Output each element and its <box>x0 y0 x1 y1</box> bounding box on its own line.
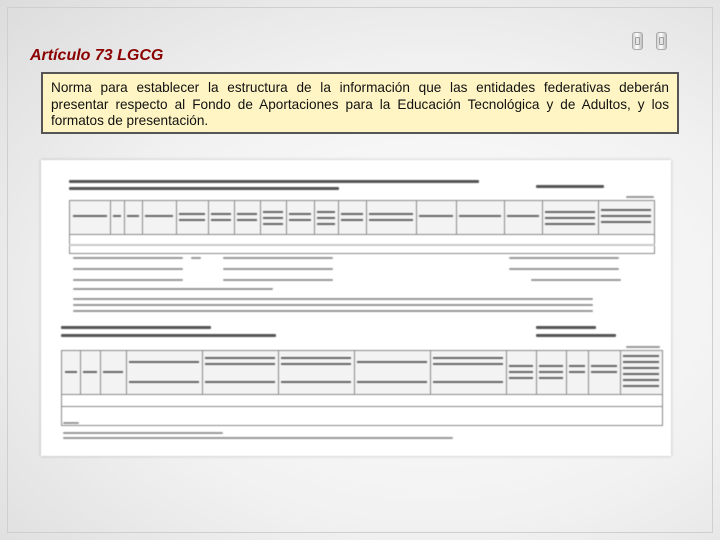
form-period-line <box>536 185 604 188</box>
table-header <box>69 200 655 236</box>
note-line <box>73 298 593 300</box>
table-header <box>61 350 663 396</box>
data-line <box>223 257 333 259</box>
form-page-line <box>626 346 660 348</box>
pin-icon <box>656 32 667 50</box>
data-line <box>73 257 183 259</box>
form-entity-line <box>536 334 616 337</box>
form-title-line <box>61 326 211 329</box>
description-text: Norma para establecer la estructura de la información que las entidades federativas deberán presentar respecto al Fondo de Aportaciones para la Educación Tecnológica y de Adultos, y los formatos de presentación. <box>51 80 669 128</box>
pin-icon <box>632 32 643 50</box>
note-line <box>73 310 593 312</box>
note-line <box>73 288 273 290</box>
total-line <box>63 422 79 424</box>
data-line <box>73 279 183 281</box>
form-entity-line <box>536 326 596 329</box>
data-line <box>531 279 621 281</box>
data-line <box>223 268 333 270</box>
note-line <box>63 432 223 434</box>
data-line <box>73 268 183 270</box>
form-page-line <box>626 196 654 198</box>
data-line <box>191 257 201 259</box>
note-line <box>73 304 593 306</box>
format-preview-image <box>41 160 671 456</box>
form-title-line <box>61 334 276 337</box>
table-divider <box>69 244 655 246</box>
slide-title: Artículo 73 LGCG <box>30 47 164 64</box>
description-box <box>41 72 679 134</box>
data-line <box>509 257 619 259</box>
data-line <box>223 279 333 281</box>
form-title-line <box>69 187 339 190</box>
data-line <box>509 268 619 270</box>
note-line <box>63 437 453 439</box>
table-total <box>61 406 663 426</box>
form-title-line <box>69 180 479 183</box>
